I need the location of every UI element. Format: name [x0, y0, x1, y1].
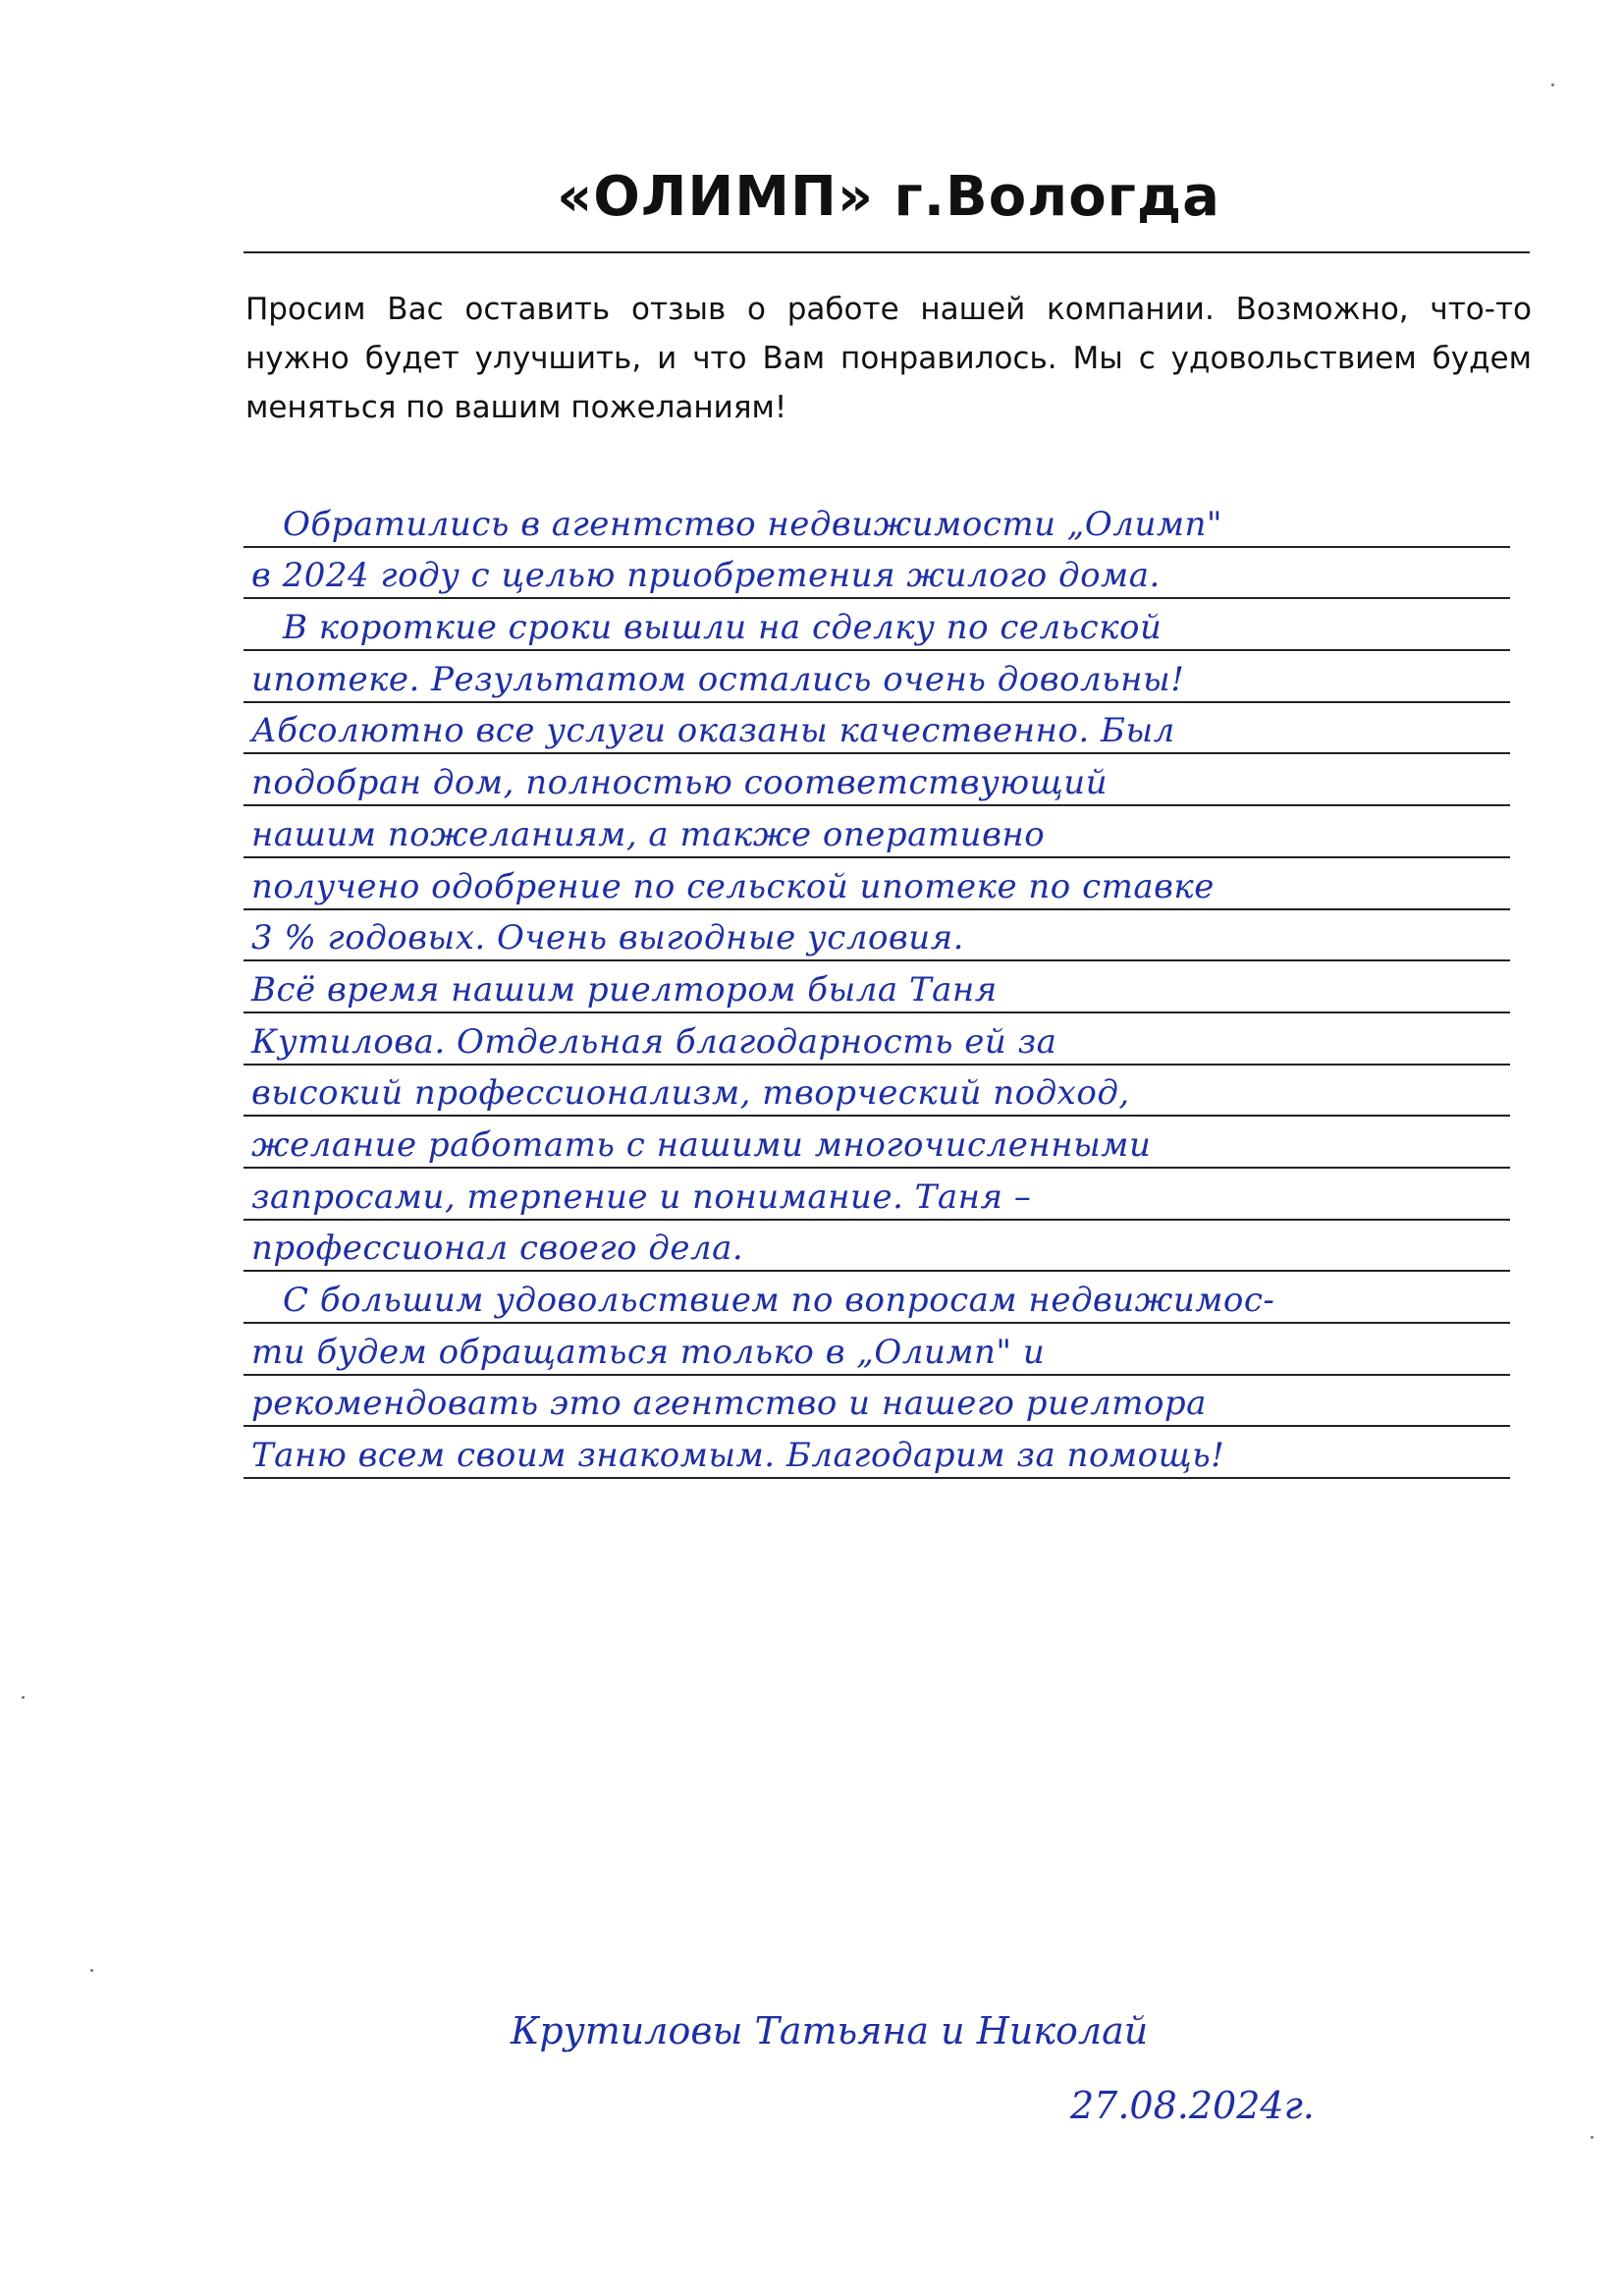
handwritten-text: ипотеке. Результатом остались очень довольны!	[251, 659, 1185, 699]
handwritten-review	[243, 496, 1510, 1479]
handwritten-date: 27.08.2024г.	[1070, 2084, 1315, 2127]
handwritten-text: Кутилова. Отдельная благодарность ей за	[251, 1021, 1057, 1062]
scan-speck	[22, 1696, 25, 1699]
writing-line	[243, 1272, 1510, 1324]
handwritten-text: в 2024 году с целью приобретения жилого дома.	[251, 556, 1161, 596]
handwritten-text: получено одобрение по сельской ипотеке по ставке	[251, 866, 1215, 906]
writing-line	[243, 1427, 1510, 1479]
handwritten-text: желание работать с нашими многочисленными	[251, 1124, 1152, 1165]
handwritten-text: высокий профессионализм, творческий подход,	[251, 1073, 1130, 1114]
writing-line	[243, 703, 1510, 755]
writing-line	[243, 961, 1510, 1013]
title-divider	[243, 251, 1530, 253]
handwritten-signature: Крутиловы Татьяна и Николай	[511, 2009, 1149, 2052]
handwritten-text: Всё время нашим риелтором была Таня	[251, 969, 998, 1010]
writing-line	[243, 599, 1510, 651]
handwritten-text: подобран дом, полностью соответствующий	[251, 763, 1109, 803]
handwritten-text: Обратились в агентство недвижимости „Олимп"	[283, 504, 1223, 544]
form-intro-text: Просим Вас оставить отзыв о работе нашей компании. Возможно, что-то нужно будет улучшить, и что Вам понравилось. Мы с удовольствием будем меняться по вашим пожеланиям!	[245, 292, 1532, 425]
handwritten-text: профессионал своего дела.	[251, 1229, 744, 1269]
handwritten-text: ти будем обращаться только в „Олимп" и	[251, 1332, 1046, 1372]
writing-line	[243, 1221, 1510, 1273]
handwritten-text: Абсолютно все услуги оказаны качественно. Был	[251, 711, 1175, 751]
writing-line	[243, 1376, 1510, 1428]
writing-line	[243, 806, 1510, 858]
handwritten-text: нашим пожеланиям, а также оперативно	[251, 814, 1046, 854]
handwritten-text: С большим удовольствием по вопросам недвижимос-	[283, 1281, 1275, 1320]
writing-line	[243, 910, 1510, 962]
handwritten-text: В короткие сроки вышли на сделку по сельской	[283, 608, 1163, 648]
writing-line	[243, 858, 1510, 910]
writing-line	[243, 1117, 1510, 1169]
writing-line	[243, 1066, 1510, 1118]
writing-line	[243, 496, 1510, 548]
handwritten-text: рекомендовать это агентство и нашего риелтора	[251, 1384, 1207, 1424]
handwritten-text: запросами, терпение и понимание. Таня –	[251, 1176, 1032, 1217]
scan-speck	[90, 1969, 93, 1972]
writing-line	[243, 1013, 1510, 1066]
writing-line	[243, 1324, 1510, 1376]
writing-line	[243, 548, 1510, 600]
writing-line	[243, 651, 1510, 703]
scan-speck	[1591, 2136, 1594, 2139]
handwritten-text: Таню всем своим знакомым. Благодарим за помощь!	[251, 1436, 1225, 1476]
writing-line	[243, 1169, 1510, 1221]
scan-speck	[1551, 83, 1554, 86]
form-title: «ОЛИМП» г.Вологда	[557, 165, 1220, 229]
writing-line	[243, 754, 1510, 806]
handwritten-text: 3 % годовых. Очень выгодные условия.	[251, 918, 964, 958]
